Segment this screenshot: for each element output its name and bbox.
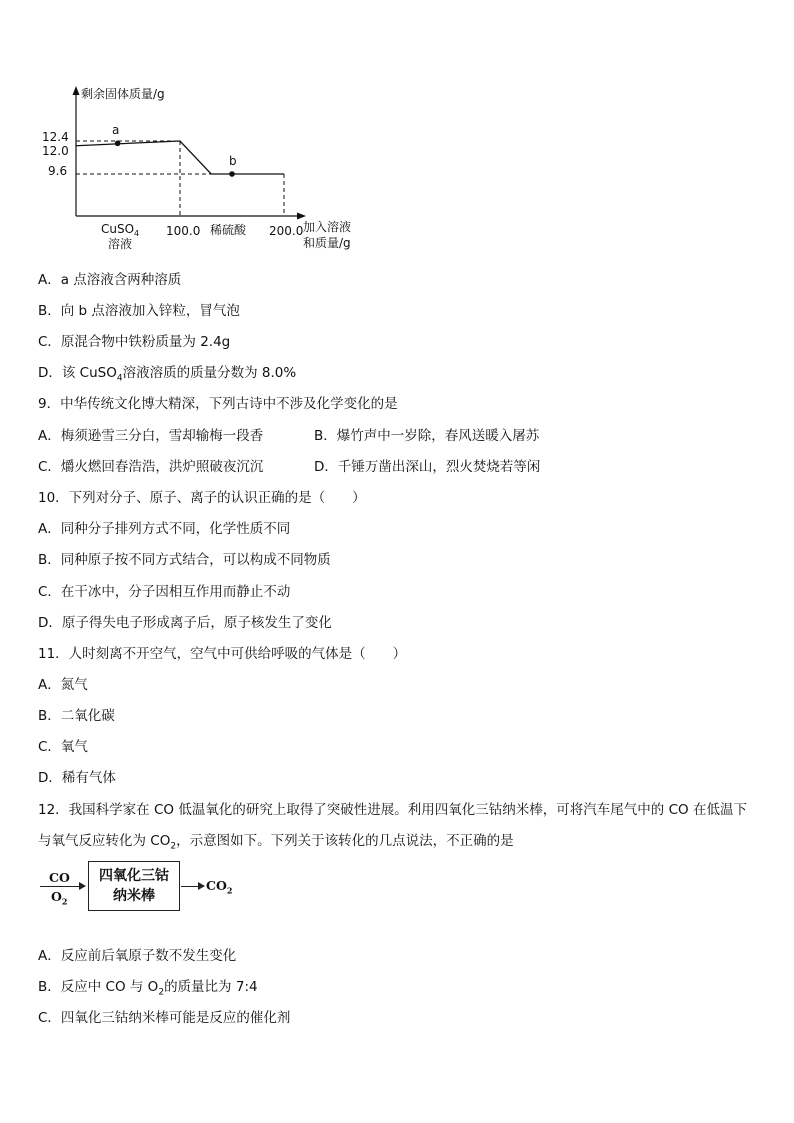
chart-plot-area bbox=[76, 141, 284, 216]
diagram-output-arrow bbox=[181, 886, 203, 887]
q9-option-c: C．爝火燃回春浩浩，洪炉照破夜沉沉 bbox=[38, 459, 264, 475]
x-axis-label-line2: 和质量/g bbox=[303, 236, 351, 250]
q9-option-d: D．千锤万凿出深山，烈火焚烧若等闲 bbox=[314, 459, 541, 475]
q10-stem: 10．下列对分子、原子、离子的认识正确的是（ ） bbox=[38, 490, 366, 506]
mass-chart bbox=[0, 0, 794, 260]
region-h2so4-label: 稀硫酸 bbox=[210, 223, 247, 237]
diagram-box-line2: 纳米棒 bbox=[113, 888, 155, 904]
q12-stem-line1: 12．我国科学家在 CO 低温氧化的研究上取得了突破性进展。利用四氧化三钴纳米棒，可将汽车尾气中的 CO 在低温下 bbox=[38, 802, 747, 818]
q12-b-pre: B．反应中 CO 与 O bbox=[38, 979, 159, 995]
q12-b-sub: 2 bbox=[158, 987, 165, 998]
q9-stem: 9．中华传统文化博大精深，下列古诗中不涉及化学变化的是 bbox=[38, 396, 398, 412]
q12-option-c: C．四氧化三钴纳米棒可能是反应的催化剂 bbox=[38, 1010, 291, 1026]
y-tick-9.6: 9.6 bbox=[48, 164, 68, 178]
region-cuso4-label-line2: 溶液 bbox=[108, 237, 133, 251]
q12-stem-pre: 与氧气反应转化为 CO bbox=[38, 833, 171, 849]
q11-option-a: A．氮气 bbox=[38, 677, 88, 693]
diagram-catalyst-box bbox=[88, 861, 180, 911]
q12-option-b bbox=[38, 978, 258, 996]
q10-option-a: A．同种分子排列方式不同，化学性质不同 bbox=[38, 521, 291, 537]
q8-option-d bbox=[38, 364, 296, 382]
x-axis-arrow bbox=[297, 213, 306, 220]
region-cuso4-label: CuSO$_4$ bbox=[101, 222, 140, 238]
q9-option-b: B．爆竹声中一岁除，春风送暖入屠苏 bbox=[314, 428, 540, 444]
diagram-input-o2: $O_2$ bbox=[51, 889, 68, 907]
q10-option-c: C．在干冰中，分子因相互作用而静止不动 bbox=[38, 584, 291, 600]
diagram-input-arrow bbox=[40, 886, 84, 887]
point-label-a: a bbox=[112, 123, 120, 137]
x-tick-200: 200.0 bbox=[269, 224, 304, 238]
q12-stem-line2 bbox=[38, 832, 514, 850]
q12-stem-sub: 2 bbox=[170, 841, 177, 852]
q9-row1 bbox=[38, 427, 540, 445]
q8-option-b: B．向 b 点溶液加入锌粒，冒气泡 bbox=[38, 303, 240, 319]
point-a bbox=[115, 141, 121, 147]
q8-d-post: 溶液溶质的质量分数为 8.0% bbox=[122, 365, 297, 381]
q8-d-sub: 4 bbox=[116, 373, 123, 384]
q11-stem: 11．人时刻离不开空气，空气中可供给呼吸的气体是（ ） bbox=[38, 646, 407, 662]
q8-d-pre: D．该 CuSO bbox=[38, 365, 117, 381]
q8-option-a: A．a 点溶液含两种溶质 bbox=[38, 272, 182, 288]
y-axis-label: 剩余固体质量/g bbox=[81, 87, 165, 101]
q9-option-a: A．梅须逊雪三分白，雪却输梅一段香 bbox=[38, 428, 264, 444]
q9-row2 bbox=[38, 458, 541, 476]
point-b bbox=[229, 171, 235, 177]
diagram-output-co2: $CO_2$ bbox=[206, 878, 233, 896]
x-axis-label-line1: 加入溶液 bbox=[303, 220, 352, 234]
y-tick-12.0: 12.0 bbox=[42, 144, 69, 158]
point-label-b: b bbox=[229, 154, 237, 168]
q10-option-d: D．原子得失电子形成离子后，原子核发生了变化 bbox=[38, 615, 332, 631]
q8-option-c: C．原混合物中铁粉质量为 2.4g bbox=[38, 334, 231, 350]
x-tick-100: 100.0 bbox=[166, 224, 201, 238]
q12-stem-post: ，示意图如下。下列关于该转化的几点说法，不正确的是 bbox=[176, 833, 514, 849]
diagram-box-line1: 四氧化三钴 bbox=[99, 868, 169, 884]
q11-option-b: B．二氧化碳 bbox=[38, 708, 115, 724]
diagram-input-co: CO bbox=[49, 870, 70, 885]
q12-b-post: 的质量比为 7:4 bbox=[164, 979, 258, 995]
y-tick-12.4: 12.4 bbox=[42, 130, 69, 144]
y-axis-arrow bbox=[73, 86, 80, 95]
q11-option-c: C．氧气 bbox=[38, 739, 88, 755]
q12-option-a: A．反应前后氧原子数不发生变化 bbox=[38, 948, 237, 964]
q11-option-d: D．稀有气体 bbox=[38, 770, 116, 786]
q10-option-b: B．同种原子按不同方式结合，可以构成不同物质 bbox=[38, 552, 331, 568]
